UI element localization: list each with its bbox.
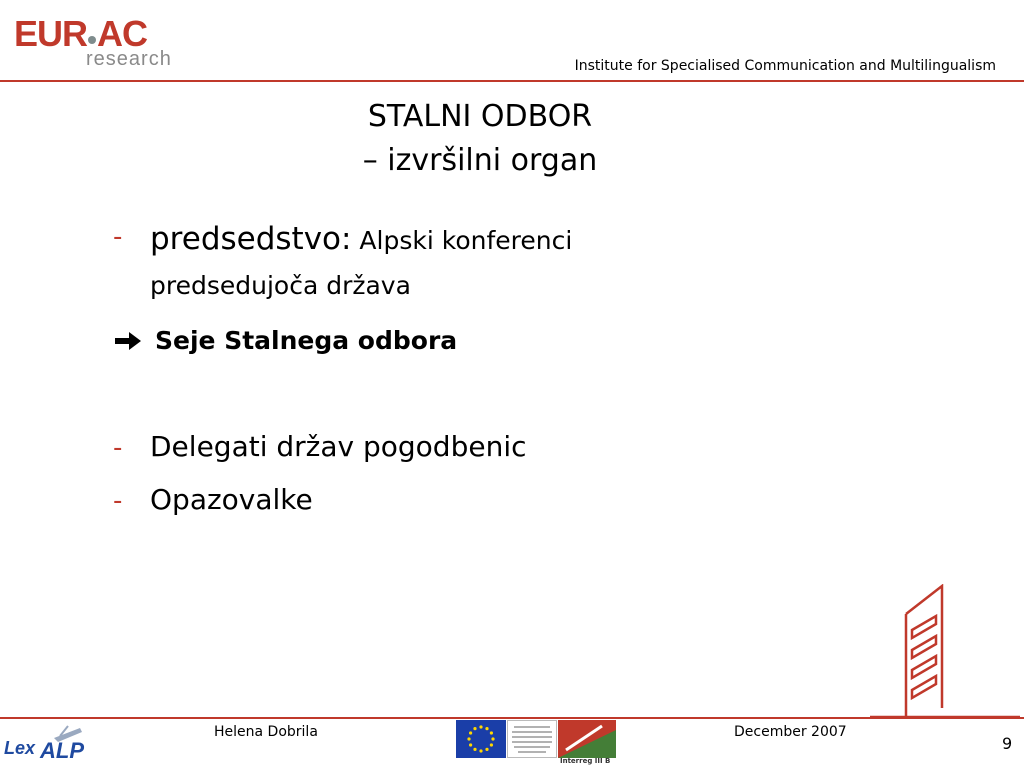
bullet-dash: - [113, 486, 123, 516]
footer-divider [0, 717, 1024, 719]
alpine-space-logo [558, 720, 616, 758]
page-number: 9 [1002, 734, 1013, 753]
interreg-label: Interreg III B [560, 757, 611, 765]
logo-research: research [86, 48, 172, 70]
bullet-main [150, 218, 572, 262]
eu-funding-notice [507, 720, 557, 758]
lexalp-logo [2, 724, 112, 764]
slide-title [0, 95, 960, 183]
arrow-row [113, 323, 457, 359]
bullet-opazovalke [113, 481, 313, 520]
bullet-text: Opazovalke [150, 483, 313, 516]
arrow-text: Seje Stalnega odbora [155, 326, 458, 355]
bullet-line2: predsedujoča država [150, 271, 411, 300]
building-graphic [870, 584, 1020, 719]
bullet-main-sub: Alpski konferenci [351, 226, 573, 255]
svg-text:ALP: ALP [40, 738, 84, 763]
slide-title-line1: STALNI ODBOR [367, 99, 593, 134]
logo-wordmark: EUR AC [14, 13, 148, 54]
footer-author: Helena Dobrila [214, 724, 318, 740]
bullet-delegati [113, 428, 527, 467]
eu-flag-icon [456, 720, 506, 758]
logo-dot [88, 36, 96, 44]
bullet-text: Delegati držav pogodbenic [150, 430, 527, 463]
bullet-dash: - [113, 222, 123, 252]
eurac-research-logo [14, 14, 194, 72]
institute-name: Institute for Specialised Communication and Multilingualism [574, 58, 996, 74]
slide-title-line2: – izvršilni organ [362, 143, 598, 178]
bullet-main-term: predsedstvo: [150, 221, 352, 257]
footer-date: December 2007 [734, 724, 847, 740]
bullet-dash: - [113, 433, 123, 463]
right-arrow-icon [113, 323, 143, 359]
svg-text:Lex: Lex [4, 738, 36, 758]
header-divider [0, 80, 1024, 82]
